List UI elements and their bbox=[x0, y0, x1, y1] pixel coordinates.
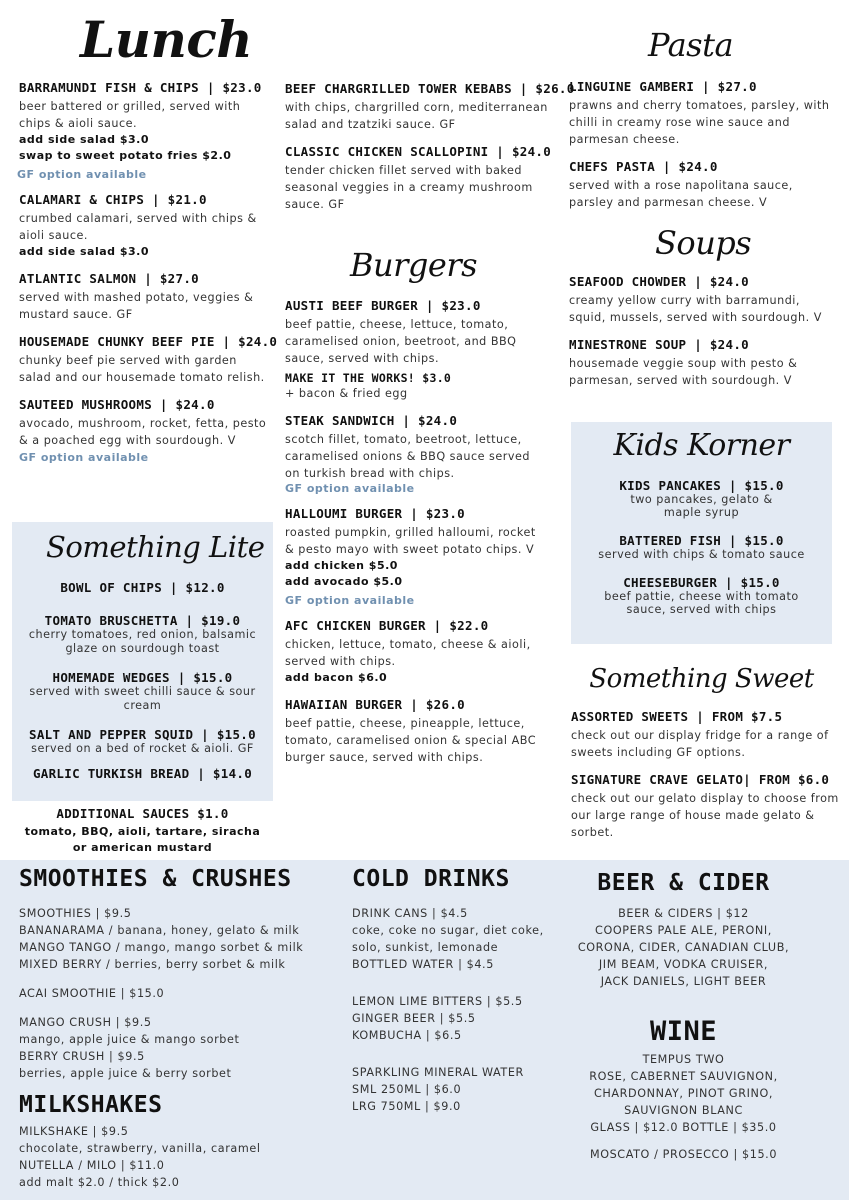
item-addon: add side salad $3.0 bbox=[19, 245, 149, 258]
item-title: CLASSIC CHICKEN SCALLOPINI | $24.0 bbox=[285, 144, 552, 159]
item-desc: housemade veggie soup with pesto & parmesan, served with sourdough. V bbox=[569, 357, 798, 387]
drink-line: DRINK CANS | $4.5 bbox=[352, 907, 468, 920]
beer-cider-heading: BEER & CIDER bbox=[597, 870, 770, 896]
drink-line: LEMON LIME BITTERS | $5.5 bbox=[352, 995, 523, 1008]
item-desc: cherry tomatoes, red onion, balsamic glaze on sourdough toast bbox=[28, 628, 257, 655]
item-desc: chicken, lettuce, tomato, cheese & aioli, served with chips. bbox=[285, 638, 531, 668]
item-title: HOUSEMADE CHUNKY BEEF PIE | $24.0 bbox=[19, 334, 278, 349]
item-addon: add avocado $5.0 bbox=[285, 575, 403, 588]
item-desc: tender chicken fillet served with baked seasonal veggies in a creamy mushroom sauce. GF bbox=[285, 164, 533, 211]
drink-line: TEMPUS TWO bbox=[642, 1053, 725, 1066]
milkshakes-list bbox=[19, 1123, 339, 1191]
item-title: SALT AND PEPPER SQUID | $15.0 bbox=[29, 727, 256, 742]
drink-line: SMOOTHIES | $9.5 bbox=[19, 907, 132, 920]
drink-line: BERRY CRUSH | $9.5 bbox=[19, 1050, 145, 1063]
works-title: MAKE IT THE WORKS! $3.0 bbox=[285, 371, 452, 385]
menu-item bbox=[285, 81, 575, 133]
drink-line: solo, sunkist, lemonade bbox=[352, 941, 499, 954]
item-title: LINGUINE GAMBERI | $27.0 bbox=[569, 79, 757, 94]
kids-list bbox=[571, 478, 832, 616]
item-desc: beef pattie, cheese with tomato sauce, served with chips bbox=[604, 590, 799, 616]
menu-item bbox=[569, 274, 834, 326]
milkshakes-heading: MILKSHAKES bbox=[19, 1092, 163, 1118]
gf-note: GF option available bbox=[17, 168, 147, 181]
item-desc: prawns and cherry tomatoes, parsley, with chilli in creamy rose wine sauce and parmesan cheese. bbox=[569, 99, 830, 146]
drink-line: SPARKLING MINERAL WATER bbox=[352, 1066, 524, 1079]
item-desc: served with chips & tomato sauce bbox=[598, 548, 805, 561]
item-desc: check out our gelato display to choose from our large range of house made gelato & sorbet. bbox=[571, 792, 839, 839]
item-title: SAUTEED MUSHROOMS | $24.0 bbox=[19, 397, 215, 412]
drink-line: ACAI SMOOTHIE | $15.0 bbox=[19, 987, 165, 1000]
wine-list bbox=[571, 1051, 796, 1163]
drink-line: BANANARAMA / banana, honey, gelato & milk bbox=[19, 924, 300, 937]
drink-line: CORONA, CIDER, CANADIAN CLUB, bbox=[577, 941, 790, 954]
pasta-list bbox=[569, 79, 834, 222]
item-title: AFC CHICKEN BURGER | $22.0 bbox=[285, 618, 489, 633]
item-desc: served with mashed potato, veggies & mustard sauce. GF bbox=[19, 291, 254, 321]
item-title: CALAMARI & CHIPS | $21.0 bbox=[19, 192, 207, 207]
drink-line: JIM BEAM, VODKA CRUISER, bbox=[598, 958, 769, 971]
item-title: BATTERED FISH | $15.0 bbox=[619, 533, 784, 548]
lunch-list bbox=[17, 80, 278, 475]
drink-line: chocolate, strawberry, vanilla, caramel bbox=[19, 1142, 261, 1155]
drink-line: coke, coke no sugar, diet coke, bbox=[352, 924, 544, 937]
item-title: BEEF CHARGRILLED TOWER KEBABS | $26.0 bbox=[285, 81, 575, 96]
menu-item bbox=[285, 298, 545, 402]
drink-line: MANGO CRUSH | $9.5 bbox=[19, 1016, 152, 1029]
item-addon: add chicken $5.0 bbox=[285, 559, 398, 572]
menu-item bbox=[19, 271, 269, 323]
mains-list bbox=[285, 81, 575, 224]
item-title: BOWL OF CHIPS | $12.0 bbox=[60, 580, 225, 595]
item-title: CHEFS PASTA | $24.0 bbox=[569, 159, 718, 174]
item-title: ASSORTED SWEETS | FROM $7.5 bbox=[571, 709, 783, 724]
item-title: HALLOUMI BURGER | $23.0 bbox=[285, 506, 465, 521]
spacer bbox=[352, 973, 572, 993]
menu-item bbox=[569, 79, 834, 148]
smoothies-list bbox=[19, 905, 339, 1082]
drink-line: mango, apple juice & mango sorbet bbox=[19, 1033, 240, 1046]
drink-line: CHARDONNAY, PINOT GRINO, bbox=[593, 1087, 774, 1100]
menu-item bbox=[19, 397, 269, 464]
drink-line: LRG 750ML | $9.0 bbox=[352, 1100, 461, 1113]
drink-line: MILKSHAKE | $9.5 bbox=[19, 1125, 129, 1138]
item-title: GARLIC TURKISH BREAD | $14.0 bbox=[32, 766, 253, 781]
drink-line: KOMBUCHA | $6.5 bbox=[352, 1029, 462, 1042]
item-desc: two pancakes, gelato & maple syrup bbox=[630, 493, 773, 519]
item-title: HAWAIIAN BURGER | $26.0 bbox=[285, 697, 465, 712]
item-desc: creamy yellow curry with barramundi, squid, mussels, served with sourdough. V bbox=[569, 294, 822, 324]
drink-line: NUTELLA / MILO | $11.0 bbox=[19, 1159, 165, 1172]
item-desc: scotch fillet, tomato, beetroot, lettuce, caramelised onions & BBQ sauce served on turkish bread with chips. bbox=[285, 433, 530, 480]
wine-heading: WINE bbox=[649, 1016, 718, 1047]
item-title: MINESTRONE SOUP | $24.0 bbox=[569, 337, 749, 352]
drink-line: SAUVIGNON BLANC bbox=[624, 1104, 743, 1117]
drink-line: JACK DANIELS, LIGHT BEER bbox=[600, 975, 767, 988]
item-desc: served with a rose napolitana sauce, parsley and parmesan cheese. V bbox=[569, 179, 793, 209]
menu-item bbox=[285, 618, 545, 686]
soups-list bbox=[569, 274, 834, 400]
item-desc: beef pattie, cheese, pineapple, lettuce, tomato, caramelised onion & special ABC burger sauce, served with chips. bbox=[285, 717, 537, 764]
drink-line: MOSCATO / PROSECCO | $15.0 bbox=[589, 1148, 778, 1161]
item-desc: roasted pumpkin, grilled halloumi, rocket & pesto mayo with sweet potato chips. V bbox=[285, 526, 536, 556]
something-sweet-heading: Something Sweet bbox=[589, 664, 814, 694]
menu-item bbox=[571, 772, 841, 841]
item-addon: swap to sweet potato fries $2.0 bbox=[19, 149, 232, 162]
cold-drinks-list bbox=[352, 905, 572, 1115]
gf-note: GF option available bbox=[285, 594, 415, 607]
burgers-list bbox=[285, 298, 545, 777]
item-desc: avocado, mushroom, rocket, fetta, pesto & a poached egg with sourdough. V bbox=[19, 417, 267, 447]
item-addon: add bacon $6.0 bbox=[285, 671, 388, 684]
drink-line: ROSE, CABERNET SAUVIGNON, bbox=[589, 1070, 778, 1083]
item-desc: beer battered or grilled, served with chips & aioli sauce. bbox=[19, 100, 241, 130]
menu-item bbox=[571, 709, 841, 761]
item-title: ATLANTIC SALMON | $27.0 bbox=[19, 271, 199, 286]
sauces-title: ADDITIONAL SAUCES $1.0 bbox=[56, 806, 229, 821]
smoothies-heading: SMOOTHIES & CRUSHES bbox=[19, 866, 292, 892]
drink-line: COOPERS PALE ALE, PERONI, bbox=[595, 924, 772, 937]
menu-item bbox=[285, 506, 545, 607]
item-desc: served on a bed of rocket & aioli. GF bbox=[31, 742, 254, 755]
menu-item bbox=[19, 192, 269, 260]
item-title: CHEESEBURGER | $15.0 bbox=[623, 575, 780, 590]
item-title: AUSTI BEEF BURGER | $23.0 bbox=[285, 298, 481, 313]
menu-item bbox=[285, 144, 555, 213]
item-title: BARRAMUNDI FISH & CHIPS | $23.0 bbox=[19, 80, 262, 95]
item-title: SIGNATURE CRAVE GELATO| FROM $6.0 bbox=[571, 772, 830, 787]
pasta-heading: Pasta bbox=[648, 26, 734, 64]
menu-item bbox=[569, 159, 834, 211]
item-title: HOMEMADE WEDGES | $15.0 bbox=[52, 670, 233, 685]
cold-drinks-heading: COLD DRINKS bbox=[352, 866, 510, 892]
sweet-list bbox=[571, 709, 841, 852]
burgers-heading: Burgers bbox=[350, 246, 478, 284]
spacer bbox=[19, 1002, 339, 1014]
kids-korner-heading: Kids Korner bbox=[613, 428, 790, 463]
menu-item bbox=[569, 337, 834, 389]
lite-list bbox=[12, 580, 273, 781]
sauces-block bbox=[12, 806, 273, 856]
drink-line: MANGO TANGO / mango, mango sorbet & milk bbox=[19, 941, 304, 954]
beer-list bbox=[571, 905, 796, 990]
item-desc: beef pattie, cheese, lettuce, tomato, caramelised onion, beetroot, and BBQ sauce, served with chips. bbox=[285, 318, 517, 365]
item-title: SEAFOOD CHOWDER | $24.0 bbox=[569, 274, 749, 289]
item-title: STEAK SANDWICH | $24.0 bbox=[285, 413, 458, 428]
item-desc: chunky beef pie served with garden salad and our housemade tomato relish. bbox=[19, 354, 265, 384]
item-desc: with chips, chargrilled corn, mediterranean salad and tzatziki sauce. GF bbox=[285, 101, 548, 131]
drink-line: MIXED BERRY / berries, berry sorbet & milk bbox=[19, 958, 286, 971]
menu-item bbox=[19, 80, 269, 181]
drink-line: add malt $2.0 / thick $2.0 bbox=[19, 1176, 180, 1189]
lunch-heading: Lunch bbox=[80, 10, 253, 69]
soups-heading: Soups bbox=[655, 224, 752, 262]
item-title: TOMATO BRUSCHETTA | $19.0 bbox=[44, 613, 241, 628]
drink-line: GINGER BEER | $5.5 bbox=[352, 1012, 476, 1025]
spacer bbox=[571, 1136, 796, 1146]
menu-item bbox=[285, 413, 545, 495]
item-title: KIDS PANCAKES | $15.0 bbox=[619, 478, 784, 493]
spacer bbox=[19, 973, 339, 985]
item-desc: check out our display fridge for a range of sweets including GF options. bbox=[571, 729, 829, 759]
item-desc: served with sweet chilli sauce & sour cream bbox=[29, 685, 256, 712]
drink-line: BOTTLED WATER | $4.5 bbox=[352, 958, 494, 971]
something-lite-heading: Something Lite bbox=[46, 530, 265, 564]
menu-item bbox=[285, 697, 545, 766]
item-addon: add side salad $3.0 bbox=[19, 133, 149, 146]
drink-line: GLASS | $12.0 BOTTLE | $35.0 bbox=[590, 1121, 777, 1134]
gf-note: GF option available bbox=[19, 451, 149, 464]
spacer bbox=[352, 1044, 572, 1064]
drink-line: berries, apple juice & berry sorbet bbox=[19, 1067, 232, 1080]
works-desc: + bacon & fried egg bbox=[285, 387, 408, 400]
sauces-desc: tomato, BBQ, aioli, tartare, siracha or american mustard bbox=[24, 825, 261, 854]
drink-line: SML 250ML | $6.0 bbox=[352, 1083, 462, 1096]
gf-note: GF option available bbox=[285, 482, 415, 495]
item-desc: crumbed calamari, served with chips & aioli sauce. bbox=[19, 212, 257, 242]
menu-item bbox=[19, 334, 278, 386]
drink-line: BEER & CIDERS | $12 bbox=[618, 907, 749, 920]
